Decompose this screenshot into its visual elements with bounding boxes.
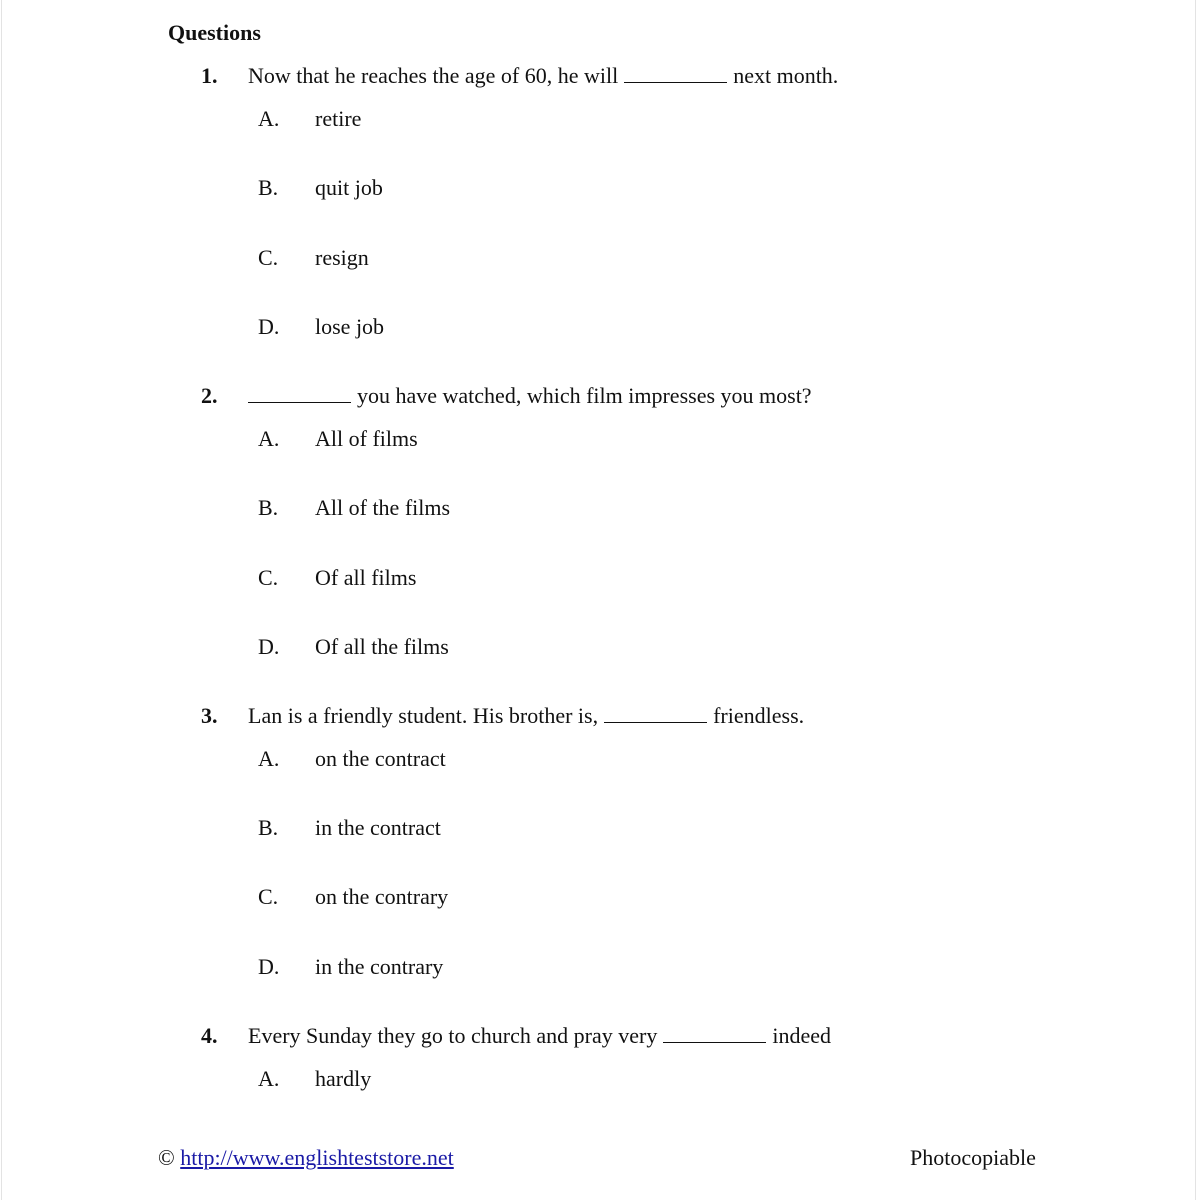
option-text: All of films [315,426,418,451]
option-text: on the contract [315,746,446,771]
answer-blank [248,384,351,403]
stem-text-after: friendless. [713,703,805,728]
option-letter: A. [258,746,280,771]
question-number: 2. [201,383,218,408]
option-text: in the contract [315,815,441,840]
answer-blank [663,1024,766,1043]
option-text: retire [315,106,362,131]
question-number: 3. [201,703,218,728]
option-text: Of all films [315,565,417,590]
answer-blank [624,64,727,83]
option-text: lose job [315,314,385,339]
option-letter: D. [258,634,280,659]
option-letter: C. [258,245,279,270]
option-text: on the contrary [315,884,449,909]
option-letter: B. [258,495,279,520]
option-letter: D. [258,954,280,979]
stem-text-before: Every Sunday they go to church and pray very [248,1023,658,1048]
option-letter: A. [258,1066,280,1091]
question-stem [248,704,804,728]
option-text: in the contrary [315,954,444,979]
option-text: All of the films [315,495,451,520]
stem-text-after: you have watched, which film impresses you most? [357,383,812,408]
stem-text-before: Now that he reaches the age of 60, he will [248,63,619,88]
option-text: resign [315,245,369,270]
option-letter: C. [258,884,279,909]
question-number: 4. [201,1023,218,1048]
section-heading: Questions [168,20,261,45]
stem-text-after: indeed [772,1023,831,1048]
option-text: hardly [315,1066,372,1091]
footer-photocopiable: Photocopiable [910,1145,1036,1170]
page-edge-left [1,0,2,1200]
option-text: Of all the films [315,634,449,659]
option-text: quit job [315,175,383,200]
option-letter: A. [258,106,280,131]
question-stem [248,64,838,88]
answer-blank [604,704,707,723]
option-letter: C. [258,565,279,590]
question-stem [248,1024,831,1048]
option-letter: D. [258,314,280,339]
question-number: 1. [201,63,218,88]
option-letter: B. [258,175,279,200]
copyright-symbol: © [158,1145,175,1170]
question-stem [248,384,812,408]
footer-copyright [158,1146,454,1170]
stem-text-after: next month. [733,63,839,88]
option-letter: A. [258,426,280,451]
option-letter: B. [258,815,279,840]
page-edge-right [1195,0,1196,1200]
stem-text-before: Lan is a friendly student. His brother is, [248,703,599,728]
website-link[interactable]: http://www.englishteststore.net [180,1145,454,1170]
